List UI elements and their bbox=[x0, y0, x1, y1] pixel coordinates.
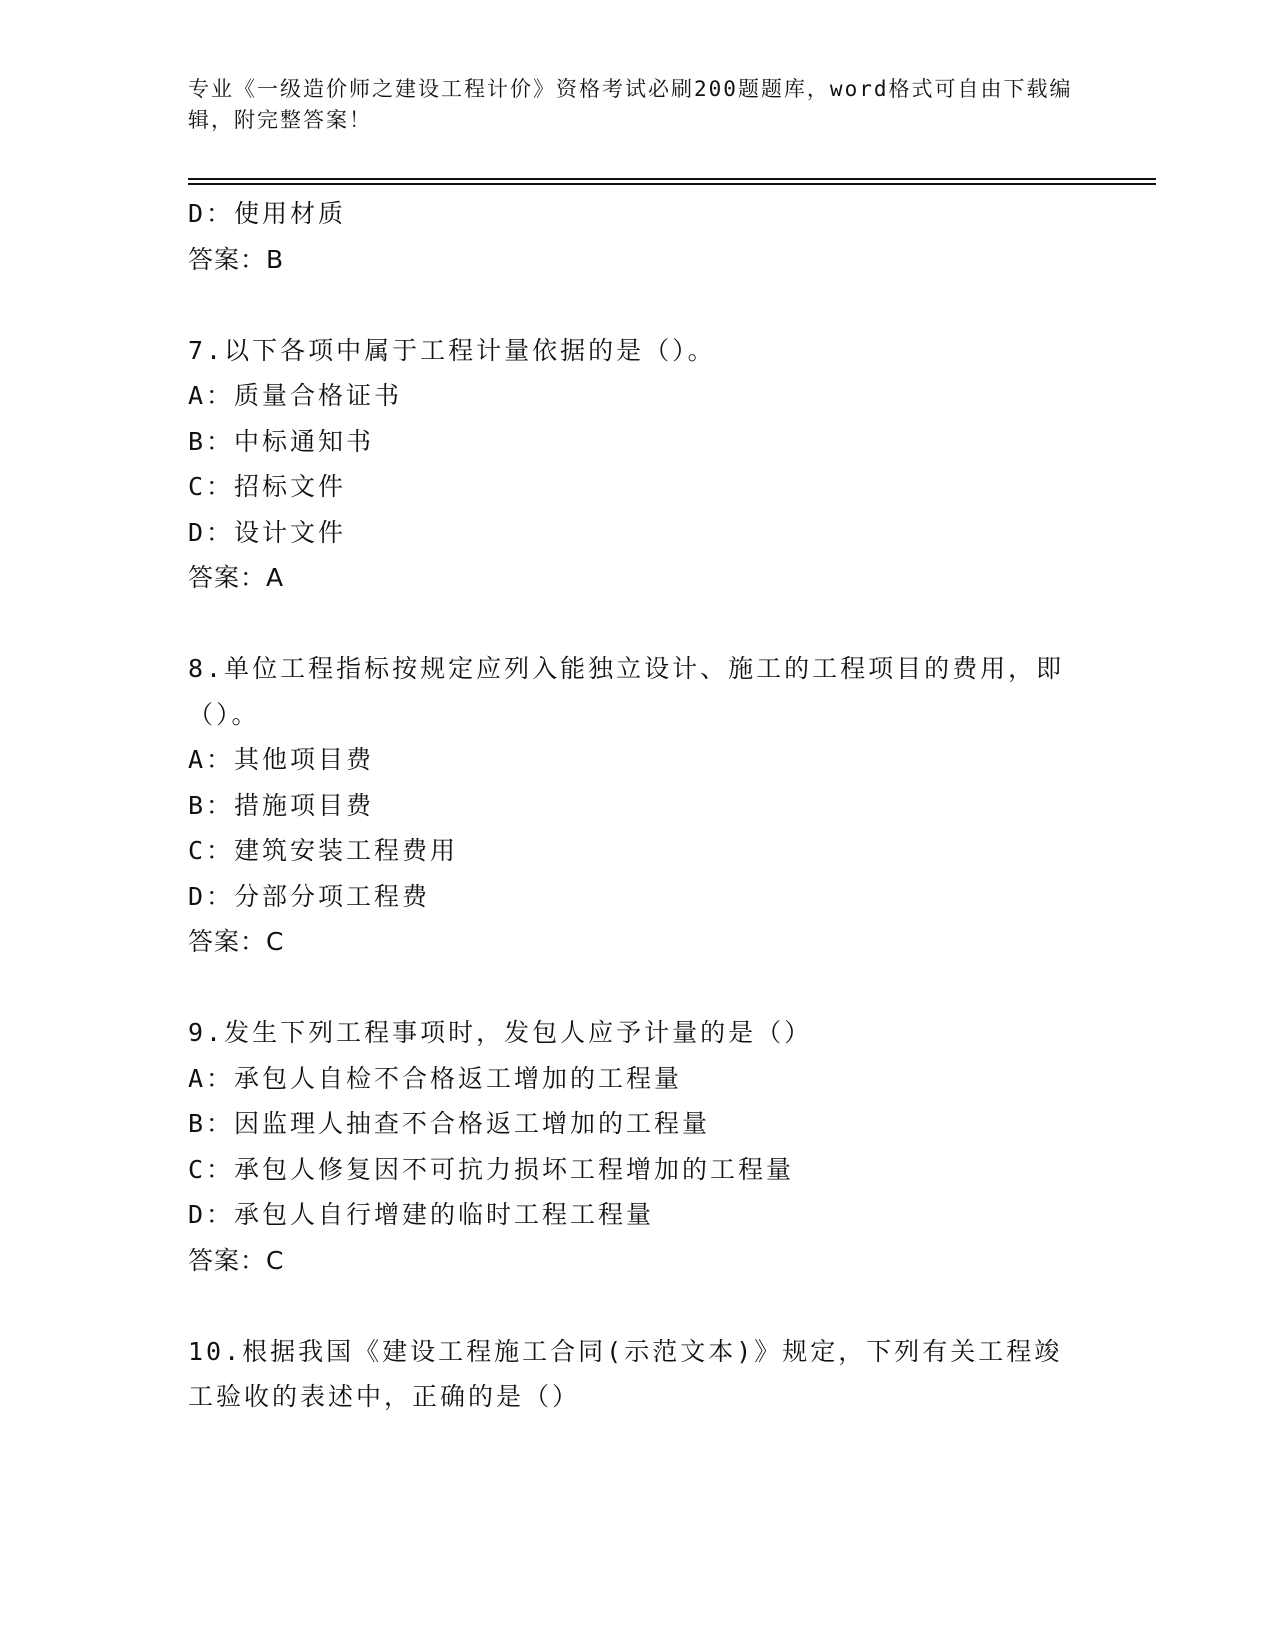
question-stem: 8.单位工程指标按规定应列入能独立设计、施工的工程项目的费用，即（）。 bbox=[188, 654, 1065, 729]
option-c: C：建筑安装工程费用 bbox=[188, 836, 459, 865]
question-stem: 9.发生下列工程事项时，发包人应予计量的是（） bbox=[188, 1018, 813, 1047]
answer: 答案：C bbox=[188, 1245, 285, 1275]
option-a: A：其他项目费 bbox=[188, 745, 375, 774]
option-d: D：使用材质 bbox=[188, 199, 347, 228]
header-rule-bottom bbox=[188, 183, 1156, 185]
option-b: B：因监理人抽查不合格返工增加的工程量 bbox=[188, 1109, 711, 1138]
question-stem: 7.以下各项中属于工程计量依据的是（）。 bbox=[188, 335, 716, 365]
option-c: C：招标文件 bbox=[188, 472, 347, 501]
option-b: B：措施项目费 bbox=[188, 790, 375, 820]
option-d: D：承包人自行增建的临时工程工程量 bbox=[188, 1200, 655, 1229]
option-d: D：设计文件 bbox=[188, 517, 347, 547]
answer: 答案：C bbox=[188, 927, 285, 956]
header-rule-top bbox=[188, 178, 1156, 180]
question-6-tail bbox=[188, 191, 1088, 282]
question-8 bbox=[188, 646, 1088, 965]
question-7 bbox=[188, 328, 1088, 601]
answer: 答案：A bbox=[188, 563, 285, 592]
answer: 答案：B bbox=[188, 244, 285, 274]
option-a: A：质量合格证书 bbox=[188, 381, 403, 410]
question-stem: 10.根据我国《建设工程施工合同(示范文本)》规定，下列有关工程竣工验收的表述中，正确的是（） bbox=[188, 1336, 1063, 1411]
option-d: D：分部分项工程费 bbox=[188, 881, 431, 911]
question-9 bbox=[188, 1010, 1088, 1283]
question-10 bbox=[188, 1329, 1088, 1420]
document-header: 专业《一级造价师之建设工程计价》资格考试必刷200题题库，word格式可自由下载编辑，附完整答案！ bbox=[188, 77, 1073, 132]
option-b: B：中标通知书 bbox=[188, 426, 375, 456]
option-a: A：承包人自检不合格返工增加的工程量 bbox=[188, 1063, 683, 1093]
document-body bbox=[188, 191, 1088, 1420]
option-c: C：承包人修复因不可抗力损坏工程增加的工程量 bbox=[188, 1154, 795, 1184]
